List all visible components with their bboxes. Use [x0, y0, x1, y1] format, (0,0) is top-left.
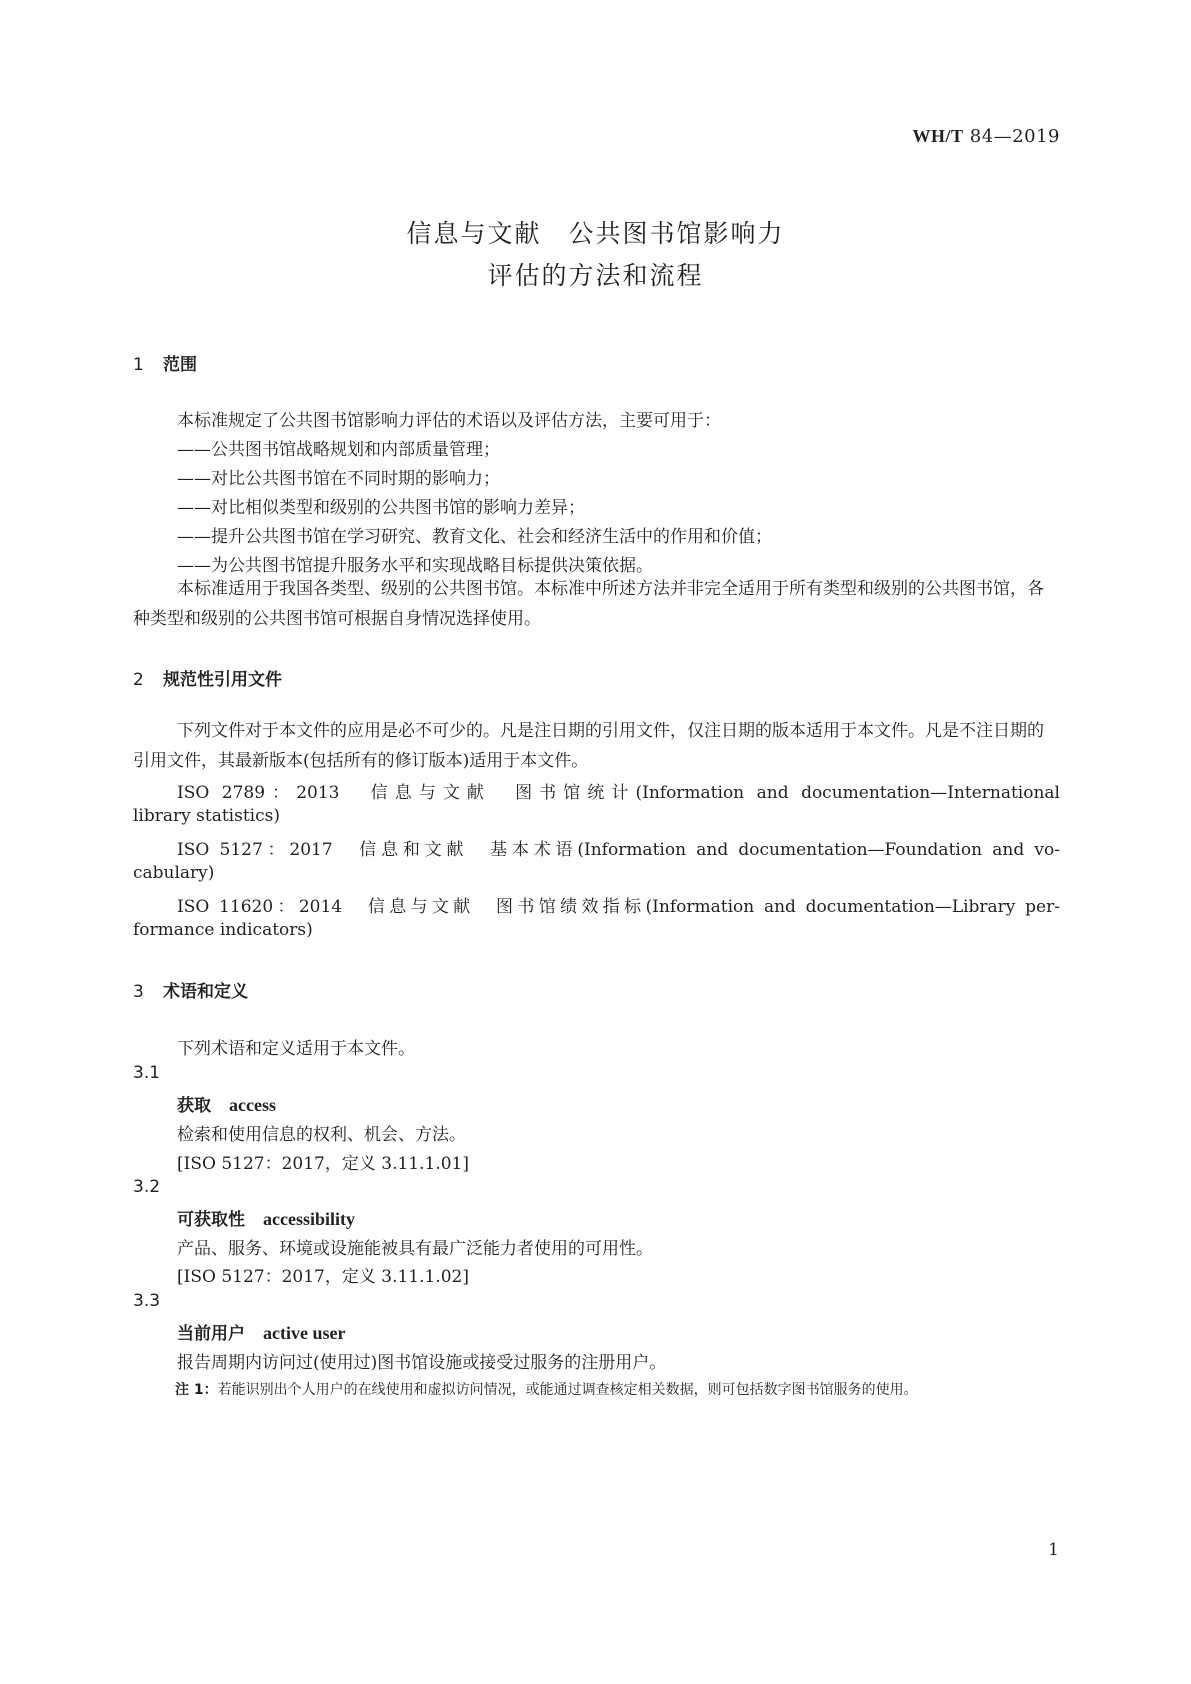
reference-line: cabulary) [133, 863, 215, 883]
term-number: 3.1 [133, 1063, 161, 1083]
list-item: ——提升公共图书馆在学习研究、教育文化、社会和经济生活中的作用和价值； [177, 527, 772, 547]
term-source: [ISO 5127：2017，定义 3.11.1.01] [177, 1154, 470, 1174]
section-2-heading [133, 665, 282, 690]
list-item: ——为公共图书馆提升服务水平和实现战略目标提供决策依据。 [177, 556, 653, 576]
term-en: access [229, 1095, 276, 1115]
term-zh: 当前用户 [177, 1324, 245, 1344]
reference-line: ISO 2789：2013 信息与文献 图书馆统计(Information and documentation—International [177, 783, 1060, 803]
standard-prefix: WH/T [912, 126, 964, 146]
section-1-intro: 本标准规定了公共图书馆影响力评估的术语以及评估方法，主要可用于： [177, 411, 721, 431]
page-number: 1 [1048, 1540, 1059, 1560]
section-1-number: 1 [133, 355, 144, 375]
standard-code: 84—2019 [969, 126, 1060, 147]
term-heading [177, 1205, 355, 1230]
section-1-heading [133, 350, 197, 375]
section-2-intro: 下列文件对于本文件的应用是必不可少的。凡是注日期的引用文件，仅注日期的版本适用于本文件。凡是不注日期的引用文件，其最新版本(包括所有的修订版本)适用于本文件。 [133, 721, 1044, 771]
term-en: active user [263, 1323, 346, 1343]
note-text: 若能识别出个人用户的在线使用和虚拟访问情况，或能通过调查核定相关数据，则可包括数字图书馆服务的使用。 [217, 1382, 918, 1398]
term-number: 3.2 [133, 1177, 161, 1197]
note-label: 注 1： [175, 1382, 218, 1398]
section-1-scope: 本标准适用于我国各类型、级别的公共图书馆。本标准中所述方法并非完全适用于所有类型和级别的公共图书馆，各种类型和级别的公共图书馆可根据自身情况选择使用。 [133, 579, 1044, 629]
term-definition: 报告周期内访问过(使用过)图书馆设施或接受过服务的注册用户。 [177, 1353, 667, 1373]
term-heading [177, 1091, 276, 1116]
document-title-line2: 评估的方法和流程 [487, 261, 704, 290]
document-title-line1: 信息与文献 公共图书馆影响力 [406, 219, 785, 248]
reference-line: ISO 5127：2017 信息和文献 基本术语(Information and documentation—Foundation and vo- [177, 840, 1060, 860]
term-zh: 获取 [177, 1096, 211, 1116]
term-definition: 产品、服务、环境或设施能被具有最广泛能力者使用的可用性。 [177, 1239, 653, 1259]
note [175, 1377, 1060, 1403]
section-2-title: 规范性引用文件 [163, 670, 282, 690]
list-item: ——对比相似类型和级别的公共图书馆的影响力差异； [177, 498, 585, 518]
section-3-number: 3 [133, 982, 144, 1002]
list-item: ——公共图书馆战略规划和内部质量管理； [177, 440, 500, 460]
reference-line: library statistics) [133, 806, 280, 826]
term-number: 3.3 [133, 1291, 161, 1311]
section-3-heading [133, 977, 248, 1002]
term-en: accessibility [263, 1209, 355, 1229]
term-heading [177, 1319, 345, 1344]
section-3-title: 术语和定义 [163, 982, 248, 1002]
reference-line: formance indicators) [133, 920, 313, 940]
term-source: [ISO 5127：2017，定义 3.11.1.02] [177, 1267, 470, 1287]
term-definition: 检索和使用信息的权利、机会、方法。 [177, 1125, 466, 1145]
term-zh: 可获取性 [177, 1210, 245, 1230]
reference-line: ISO 11620：2014 信息与文献 图书馆绩效指标(Information and documentation—Library per- [177, 897, 1060, 917]
section-1-title: 范围 [163, 355, 197, 375]
section-3-intro: 下列术语和定义适用于本文件。 [177, 1039, 415, 1059]
list-item: ——对比公共图书馆在不同时期的影响力； [177, 469, 500, 489]
section-2-number: 2 [133, 670, 144, 690]
standard-number [913, 126, 1060, 147]
